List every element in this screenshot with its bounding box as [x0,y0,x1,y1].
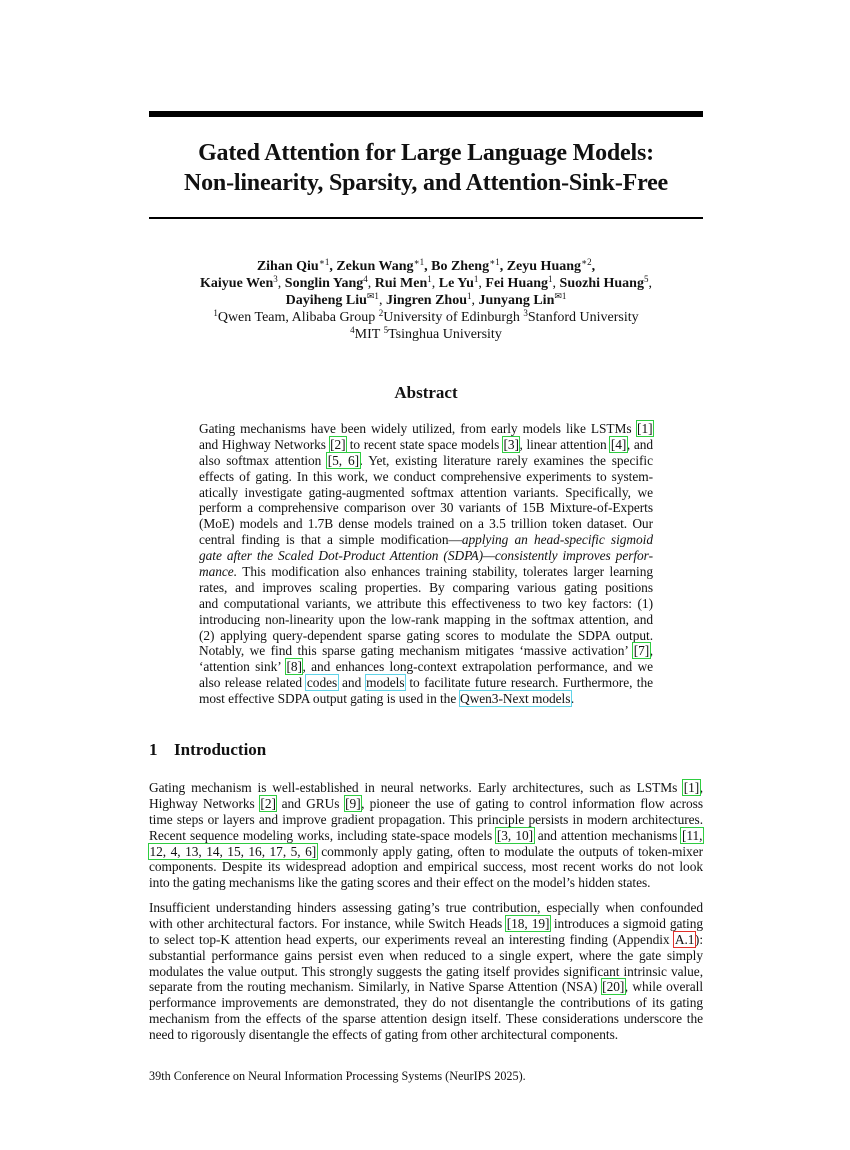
qwen3-next-link[interactable]: Qwen3-Next models [460,691,571,707]
body-line [149,796,703,812]
citation-link[interactable]: [7] [633,643,650,659]
text: This modification also enhances training stability, tolerates larger learning [237,564,653,580]
text: with other architectural factors. For instance, while Switch Heads [149,915,507,931]
affiliation-mark: 5 [383,325,389,335]
text: introduces a sigmoid gating [549,915,703,931]
emphasis: applying an head-specific sigmoid [461,532,653,548]
emphasis: mance. [199,564,237,580]
citation-link[interactable]: [8] [286,659,302,675]
abstract-line [199,453,653,469]
author-mark: ✉1 [366,291,379,301]
body-line: performance improvements are demonstrated, they do not disentangle the contributions of its gating [149,995,703,1011]
author-mark: ∗2 [581,257,592,267]
body-line [149,916,703,932]
body-line [149,844,703,860]
author-name: Bo Zheng [431,259,490,274]
text: and attention mechanisms [533,827,682,843]
text: to select top-K attention head experts, our experiments reveal an interesting finding (Appendix [149,931,675,947]
author-mark: 1 [427,274,432,284]
author-name: Suozhi Huang [559,276,644,291]
text: , and [626,436,653,452]
body-line [149,780,703,796]
models-link[interactable]: models [366,675,405,691]
text: central finding is that a simple modification— [199,532,462,548]
abstract-line [199,548,653,564]
body-line: need to rigorously disentangle the effects of gating from other architectural components. [149,1027,619,1043]
intro-paragraph-1 [149,780,703,891]
abstract-line [199,691,653,707]
section-title: Introduction [174,740,267,759]
conference-footnote: 39th Conference on Neural Information Processing Systems (NeurIPS 2025). [149,1069,526,1083]
text: most effective SDPA output gating is used in the [199,691,460,707]
text: , while overall [624,979,703,995]
citation-link[interactable]: [9] [345,795,361,811]
author-line-3: Dayiheng Liu$^{✉1}$, Jingren Zhou$^1$, Junyang Lin$^{✉1}$ [285,291,567,308]
affiliation-line-1 [149,309,703,326]
abstract-line [199,643,653,659]
text: to recent state space models [346,436,503,452]
author-mark: ∗1 [318,257,330,267]
author-mark: ✉1 [554,291,567,301]
abstract-line: and computational variants, we attribute this effectiveness to two key factors: (1) [199,595,653,611]
text: Notably, we find this sparse gating mechanism mitigates ‘massive activation’ [199,643,634,659]
abstract-line: (MoE) models and 1.7B dense models trained on a 3.5 trillion token dataset. Our [199,516,653,532]
emphasis: gate after the Scaled Dot-Product Attention (SDPA)—consistently improves perfor- [199,548,653,564]
body-line: substantial performance gains persist even when reduced to a single expert, where the gate simply [149,947,703,963]
author-mark: 3 [273,274,278,284]
author-name: Zeyu Huang [506,259,582,274]
text: commonly apply gating, often to modulate the outputs of token-mixer [316,843,703,859]
citation-link[interactable]: [2] [330,436,346,452]
abstract-line [199,564,653,580]
abstract-line: introducing non-linearity upon the low-rank mapping in the softmax attention, and [199,611,653,627]
citation-link[interactable]: [11, [681,827,703,843]
text: . Yet, existing literature rarely examines the specific [359,452,653,468]
affiliation-line-2 [149,326,703,343]
body-line [149,828,703,844]
author-block [149,258,703,343]
body-line: time steps or layers and improve gradient propagation. This principle persists in modern architectures. [149,811,703,827]
abstract-heading: Abstract [394,383,458,402]
citation-link[interactable]: 12, 4, 13, 14, 15, 16, 17, 5, 6] [149,843,317,859]
text: separate from the routing mechanism. Similarly, in Native Sparse Attention (NSA) [149,979,602,995]
text: Gating mechanisms have been widely utilized, from early models like LSTMs [199,421,637,436]
text: also softmax attention [199,452,328,468]
affiliation-mark: 1 [213,308,218,318]
appendix-link[interactable]: A.1 [674,931,695,947]
author-name: Rui Men [374,276,428,291]
abstract-line: rates, and improves scaling properties. By comparing various gating positions [199,579,653,595]
abstract-line [199,659,653,675]
author-name: Dayiheng Liu [285,293,367,308]
citation-link[interactable]: [1] [683,780,700,795]
author-name: Zekun Wang [336,259,414,274]
citation-link[interactable]: [3, 10] [496,827,534,843]
affiliation: Stanford University [527,310,639,325]
section-number: 1 [149,740,158,759]
author-mark: 1 [548,274,553,284]
text: also release related [199,675,307,691]
author-name: Junyang Lin [478,293,555,308]
author-mark: 5 [643,274,649,284]
text: Gating mechanism is well-established in neural networks. Early architectures, such as LSTMs [149,780,684,795]
citation-link[interactable]: [5, 6] [327,452,360,468]
body-line: modulates the value output. This strongly suggests the gating itself provides significant intrinsic value, [149,963,703,979]
affiliation-mark: 3 [523,308,528,318]
text: Recent sequence modeling works, including state-space models [149,827,497,843]
title-line-1: Gated Attention for Large Language Models: [198,140,654,166]
author-name: Songlin Yang [284,276,364,291]
text: and [337,675,366,691]
citation-link[interactable]: [3] [503,436,519,452]
author-mark: 1 [466,291,472,301]
title-bottom-rule [149,217,703,219]
body-line: components. Despite its widespread adoption and empirical success, most recent works do not look [149,859,703,875]
affiliation: Qwen Team, Alibaba Group [217,310,376,325]
abstract-line: effects of gating. In this work, we conduct comprehensive experiments to system- [199,468,653,484]
paper-title [149,138,703,198]
text: , pioneer the use of gating to control information flow across [361,795,703,811]
affiliation-mark: 2 [378,308,384,318]
section-heading-introduction [149,740,266,760]
affiliation: MIT [354,327,381,342]
author-name: Le Yu [438,276,474,291]
body-line: mechanism from the effects of the sparse attention design itself. These considerations underscore the [149,1011,703,1027]
abstract-line: atically investigate gating-augmented softmax attention variants. Specifically, we [199,484,653,500]
author-mark: ∗1 [413,257,425,267]
text: and GRUs [276,795,345,811]
author-mark: 1 [473,274,479,284]
affiliation: Tsinghua University [388,327,502,342]
author-mark: 4 [363,274,368,284]
citation-link[interactable]: [20] [602,979,625,995]
text: , and enhances long-context extrapolation performance, and we [302,659,653,675]
title-top-rule [149,111,703,117]
citation-link[interactable]: [1] [637,421,653,436]
affiliation: University of Edinburgh [383,310,520,325]
abstract-body [199,421,653,707]
text: , [649,643,653,659]
author-name: Jingren Zhou [385,293,467,308]
text: , [699,780,703,795]
author-line-2: Kaiyue Wen$^3$, Songlin Yang$^4$, Rui Men$^1$, Le Yu$^1$, Fei Huang$^1$, Suozhi Huang$^5$, [200,274,652,291]
citation-link[interactable]: [18, 19] [506,915,550,931]
abstract-line [199,437,653,453]
text: . [570,691,575,707]
author-name: Zihan Qiu [256,259,319,274]
abstract-line [199,421,653,437]
author-line-1: Zihan Qiu$^{∗1}$, Zekun Wang$^{∗1}$, Bo Zheng$^{∗1}$, Zeyu Huang$^{∗2}$, [256,257,596,274]
codes-link[interactable]: codes [306,675,338,691]
body-line: into the gating mechanisms like the gating scores and their effect on the model’s hidden states. [149,875,651,891]
text: , linear attention [519,436,611,452]
author-mark: ∗1 [489,257,500,267]
citation-link[interactable]: [4] [610,436,627,452]
abstract-line [199,532,653,548]
citation-link[interactable]: [2] [260,795,276,811]
text: and Highway Networks [199,436,330,452]
text: ): [694,931,703,947]
author-name: Kaiyue Wen [200,276,274,291]
author-name: Fei Huang [485,276,549,291]
body-line [149,932,703,948]
text: Highway Networks [149,795,260,811]
body-line [149,979,703,995]
intro-paragraph-2 [149,900,703,1043]
title-line-2: Non-linearity, Sparsity, and Attention-Sink-Free [184,170,668,196]
affiliation-mark: 4 [350,325,355,335]
abstract-line: perform a comprehensive comparison over 30 variants of 15B Mixture-of-Experts [199,500,653,516]
body-line: Insufficient understanding hinders assessing gating’s true contribution, especially when confounded [149,900,703,915]
abstract-line: (2) applying query-dependent sparse gating scores to modulate the SDPA output. [199,627,653,643]
text: ‘attention sink’ [199,659,286,675]
abstract-line [199,675,653,691]
text: to facilitate future research. Furthermore, the [405,675,653,691]
